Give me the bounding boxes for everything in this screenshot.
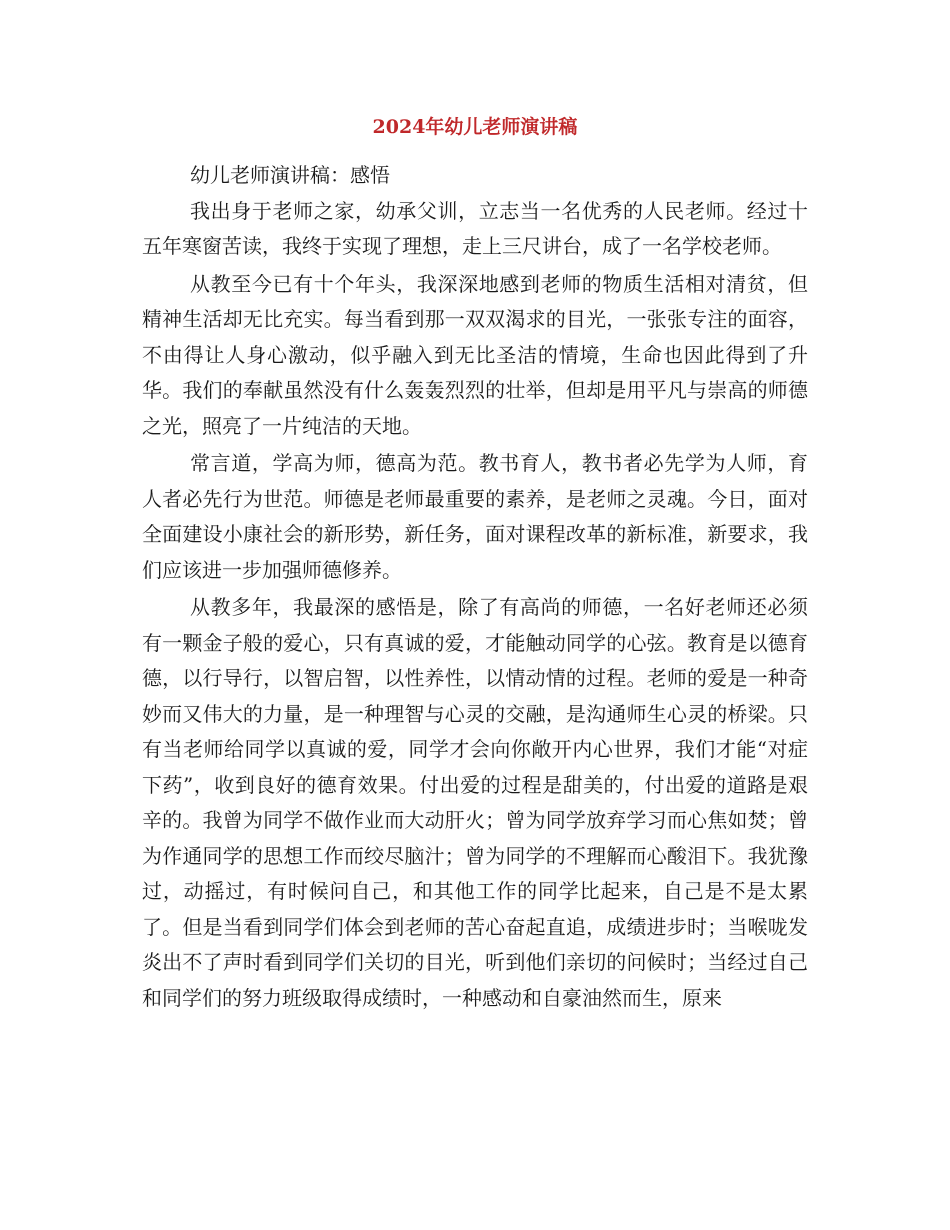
paragraph-4: 从教多年，我最深的感悟是，除了有高尚的师德，一名好老师还必须有一颗金子般的爱心，只有真诚的爱，才能触动同学的心弦。教育是以德育德，以行导行，以智启智，以性养性，以情动情的过程。老师的爱是一种奇妙而又伟大的力量，是一种理智与心灵的交融，是沟通师生心灵的桥梁。只有当老师给同学以真诚的爱，同学才会向你敞开内心世界，我们才能“对症下药”，收到良好的德育效果。付出爱的过程是甜美的，付出爱的道路是艰辛的。我曾为同学不做作业而大动肝火；曾为同学放弃学习而心焦如焚；曾为作通同学的思想工作而绞尽脑汁；曾为同学的不理解而心酸泪下。我犹豫过，动摇过，有时候问自己，和其他工作的同学比起来，自己是不是太累了。但是当看到同学们体会到老师的苦心奋起直追，成绩进步时；当喉咙发炎出不了声时看到同学们关切的目光，听到他们亲切的问候时；当经过自己和同学们的努力班级取得成绩时，一种感动和自豪油然而生，原来	[142, 595, 808, 1010]
paragraph-3: 常言道，学高为师，德高为范。教书育人，教书者必先学为人师，育人者必先行为世范。师德是老师最重要的素养，是老师之灵魂。今日，面对全面建设小康社会的新形势，新任务，面对课程改革的新标准，新要求，我们应该进一步加强师德修养。	[142, 451, 808, 582]
paragraph-2: 从教至今已有十个年头，我深深地感到老师的物质生活相对清贫，但精神生活却无比充实。每当看到那一双双渴求的目光，一张张专注的面容，不由得让人身心激动，似乎融入到无比圣洁的情境，生命也因此得到了升华。我们的奉献虽然没有什么轰轰烈烈的壮举，但却是用平凡与崇高的师德之光，照亮了一片纯洁的天地。	[142, 271, 808, 438]
document-body	[142, 158, 808, 1016]
document-title: 2024年幼儿老师演讲稿	[372, 116, 578, 138]
document-subtitle: 幼儿老师演讲稿：感悟	[190, 163, 390, 187]
paragraph-1: 我出身于老师之家，幼承父训，立志当一名优秀的人民老师。经过十五年寒窗苦读，我终于实现了理想，走上三尺讲台，成了一名学校老师。	[142, 198, 808, 258]
